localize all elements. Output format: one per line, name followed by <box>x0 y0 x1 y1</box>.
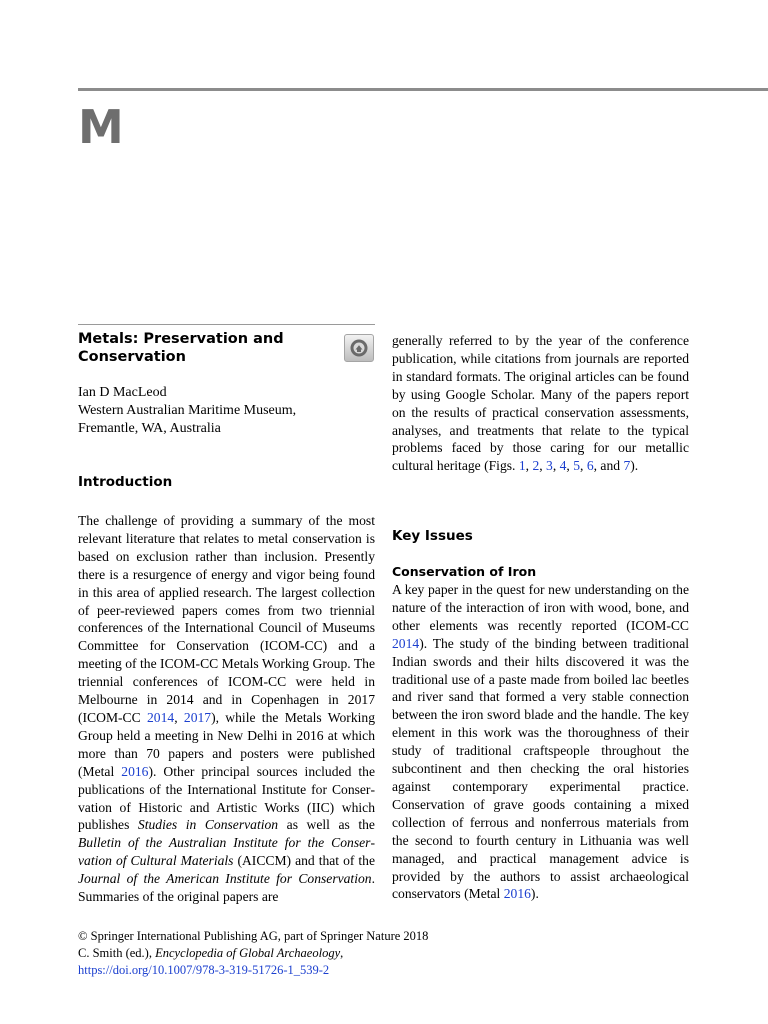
text-run: (AICCM) and that of the <box>233 853 375 869</box>
top-rule <box>78 88 768 91</box>
text-run: . Summaries of the original papers are <box>78 871 375 905</box>
citation-link[interactable]: 2016 <box>503 886 531 902</box>
key-issues-heading: Key Issues <box>392 528 473 544</box>
author-name: Ian D MacLeod <box>78 385 167 400</box>
article-title-line: Conservation <box>78 349 186 365</box>
figure-link[interactable]: 7 <box>623 458 631 474</box>
author-block <box>78 384 375 438</box>
text-run: as well as the <box>278 817 375 833</box>
text-run: C. Smith (ed.), <box>78 946 156 960</box>
introduction-paragraph <box>78 512 375 906</box>
figure-link[interactable]: 3 <box>546 458 553 474</box>
text-run: generally referred to by the year of the conference publication, while citations from journals are reported in standard formats. The original articles can be found by using Google Scholar. Many of the papers report on the results of practical conservation assessments, analyses, and treatments that relate to the typical problems faced by those caring for our metallic cultural heritage (Figs. <box>392 333 689 474</box>
affiliation-line: Fremantle, WA, Australia <box>78 421 221 436</box>
text-run: ). Other principal sources included the publications of the International Institute for Conservation of Historic and Artistic Works (IIC) which publishes <box>78 763 375 833</box>
introduction-heading: Introduction <box>78 474 173 490</box>
text-run: , <box>340 946 344 960</box>
footer <box>78 928 498 979</box>
journal-title: Bulletin of the Australian Institute for the Conservation of Cultural Materials <box>78 835 375 869</box>
journal-title: Journal of the American Institute for Conservation <box>78 871 372 887</box>
conservation-of-iron-subheading: Conservation of Iron <box>392 564 537 579</box>
title-rule <box>78 324 375 325</box>
text-run: ). <box>530 886 539 902</box>
citation-link[interactable]: 2014 <box>392 635 420 651</box>
affiliation-line: Western Australian Maritime Museum, <box>78 403 297 418</box>
article-title <box>78 330 328 366</box>
crossmark-update-button[interactable] <box>344 334 374 362</box>
citation-line <box>78 945 498 962</box>
figure-link[interactable]: 5 <box>573 458 581 474</box>
text-run: A key paper in the quest for new understanding on the nature of the interaction of iron with wood, bone, and other elements was recently reported (ICOM-CC <box>392 582 689 633</box>
text-run: , <box>174 709 184 725</box>
section-letter: M <box>78 100 124 154</box>
text-run: ). The study of the binding between traditional Indian swords and their hilts discovered it was the traditional use of a paste made from boiled lac beetles and river sand that formed a very stable connection between the iron sword blade and the handle. The key element in this work was the thoroughness of their study of traditional craftspeople throughout the subcontinent and then checking the oral histories against contemporary experimental practice. Conservation of grave goods containing a mixed collection of ferrous and nonferrous materials from the second to fourth century in Lithuania was well managed, and practical management advice is provided by the authors to assist archaeological conservators (Metal <box>392 635 689 902</box>
text-run: , and <box>593 458 624 474</box>
iron-paragraph <box>392 581 689 903</box>
book-title: Encyclopedia of Global Archaeology <box>155 946 341 960</box>
doi-link[interactable]: https://doi.org/10.1007/978-3-319-51726-1_539-2 <box>78 963 330 977</box>
citation-link[interactable]: 2014 <box>147 709 175 725</box>
article-title-line: Metals: Preservation and <box>78 331 284 347</box>
figure-link[interactable]: 6 <box>586 458 594 474</box>
figure-link[interactable]: 2 <box>532 458 540 474</box>
crossmark-update-icon <box>348 338 370 358</box>
introduction-paragraph-continued: generally referred to by the year of the conference publication, while citations from journals are reported in standard formats. The original articles can be found by using Google Scholar. Many of the papers report on the results of practical conservation assessments, analyses, and treatments that relate to the typical problems faced by those caring for our metallic cultural heritage (Figs. 1, 2, 3, 4, 5, 6, and 7). <box>392 333 689 474</box>
figure-link[interactable]: 4 <box>559 458 567 474</box>
citation-link[interactable]: 2016 <box>121 763 149 779</box>
text-run: ). <box>630 458 639 474</box>
figure-link[interactable]: 1 <box>518 458 526 474</box>
text-run: The challenge of providing a summary of the most relevant literature that relates to metal conservation is based on exclusion rather than inclusion. Presently there is a resurgence of energy and vigor being found in this area of applied research. The largest collection of peer-reviewed papers comes from two triennial conferences of the International Council of Museums Committee for Conservation (ICOM-CC) and a meeting of the ICOM-CC Metals Working Group. The triennial conferences of ICOM-CC were held in Melbourne in 2014 and in Copenhagen in 2017 (ICOM-CC <box>78 513 375 725</box>
text-run: ), while the Metals Working Group held a meeting in New Delhi in 2016 at which more than 70 papers and posters were published (Metal <box>78 709 376 779</box>
citation-link[interactable]: 2017 <box>183 709 212 725</box>
copyright-line: © Springer International Publishing AG, part of Springer Nature 2018 <box>78 929 429 943</box>
journal-title: Studies in Conservation <box>137 817 279 833</box>
